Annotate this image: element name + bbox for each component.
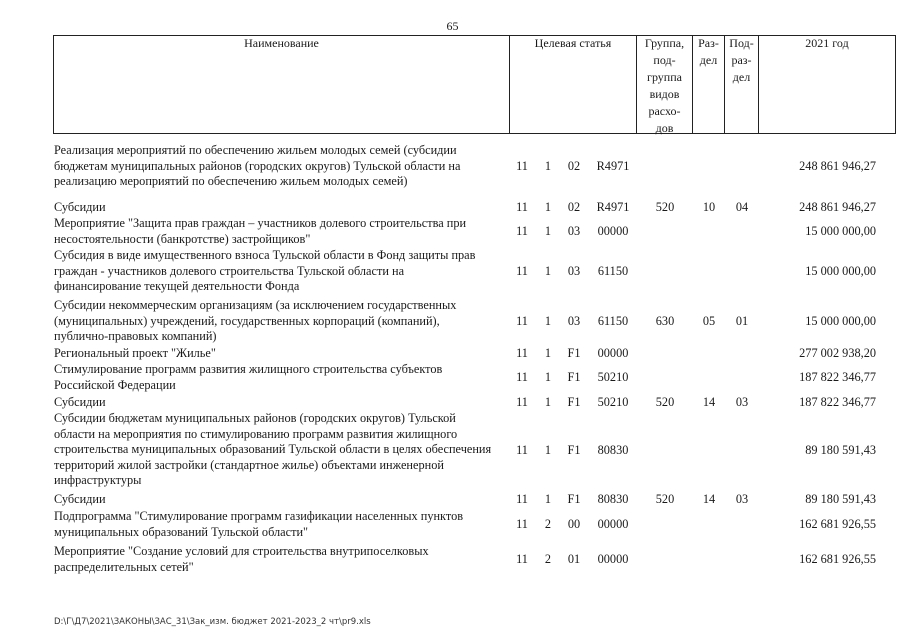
code-program: 11 <box>516 224 528 238</box>
header-group: Группа, под- группа видов расхо- дов <box>644 36 685 135</box>
code-direction: 00000 <box>597 517 629 531</box>
code-direction: 50210 <box>597 370 629 384</box>
code-direction: 00000 <box>597 346 629 360</box>
row-amount: 15 000 000,00 <box>805 224 876 238</box>
code-subprogram: 1 <box>544 346 552 360</box>
code-event: F1 <box>567 370 581 384</box>
row-name: Субсидии <box>54 492 106 506</box>
code-event: 03 <box>567 264 581 278</box>
code-subprogram: 1 <box>544 224 552 238</box>
code-event: 03 <box>567 224 581 238</box>
code-direction: 61150 <box>597 314 629 328</box>
code-direction: 80830 <box>597 492 629 506</box>
code-direction: 00000 <box>597 552 629 566</box>
code-subprogram: 2 <box>544 517 552 531</box>
code-event: F1 <box>567 492 581 506</box>
code-program: 11 <box>516 492 528 506</box>
row-name: Реализация мероприятий по обеспечению жильем молодых семей (субсидии бюджетам муниципальных районов (городских округов) Тульской области на реализацию мероприятий по обеспечению жильем молодых семей) <box>54 143 461 189</box>
row-amount: 162 681 926,55 <box>799 517 876 531</box>
row-name: Субсидия в виде имущественного взноса Тульской области в Фонд защиты прав граждан - участников долевого строительства Тульской области на финансирование текущей деятельности Фонда <box>54 248 476 294</box>
code-event: 03 <box>567 314 581 328</box>
row-name: Стимулирование программ развития жилищного строительства субъектов Российской Федерации <box>54 362 443 392</box>
header-year: 2021 год <box>805 36 849 50</box>
header-divider <box>895 35 896 134</box>
code-direction: 61150 <box>597 264 629 278</box>
code-subprogram: 1 <box>544 443 552 457</box>
code-subprogram: 2 <box>544 552 552 566</box>
code-program: 11 <box>516 443 528 457</box>
row-amount: 248 861 946,27 <box>799 200 876 214</box>
row-name: Субсидии некоммерческим организациям (за исключением государственных (муниципальных) учреждений, государственных корпораций (компаний), публично-правовых компаний) <box>54 298 457 344</box>
code-direction: 80830 <box>597 443 629 457</box>
code-event: F1 <box>567 443 581 457</box>
code-direction: R4971 <box>596 159 630 173</box>
code-program: 11 <box>516 346 528 360</box>
section-code: 05 <box>702 314 716 328</box>
code-direction: R4971 <box>596 200 630 214</box>
page-number: 65 <box>446 19 459 33</box>
row-amount: 162 681 926,55 <box>799 552 876 566</box>
header-subsection: Под- раз- дел <box>729 36 754 84</box>
group-code: 520 <box>655 200 675 214</box>
subsection-code: 03 <box>735 395 749 409</box>
row-amount: 15 000 000,00 <box>805 314 876 328</box>
code-direction: 50210 <box>597 395 629 409</box>
row-name: Мероприятие "Создание условий для строительства внутрипоселковых распределительных сетей" <box>54 544 429 574</box>
code-subprogram: 1 <box>544 264 552 278</box>
code-event: F1 <box>567 346 581 360</box>
row-name: Мероприятие "Защита прав граждан – участников долевого строительства при несостоятельности (банкротстве) застройщиков" <box>54 216 467 246</box>
subsection-code: 03 <box>735 492 749 506</box>
code-subprogram: 1 <box>544 395 552 409</box>
code-program: 11 <box>516 395 528 409</box>
code-subprogram: 1 <box>544 314 552 328</box>
header-target-article: Целевая статья <box>534 36 612 50</box>
group-code: 520 <box>655 492 675 506</box>
code-event: 02 <box>567 159 581 173</box>
row-name: Субсидии <box>54 395 106 409</box>
code-program: 11 <box>516 264 528 278</box>
row-amount: 187 822 346,77 <box>799 370 876 384</box>
header-name: Наименование <box>244 36 319 50</box>
row-amount: 277 002 938,20 <box>799 346 876 360</box>
group-code: 630 <box>655 314 675 328</box>
code-program: 11 <box>516 159 528 173</box>
code-event: 02 <box>567 200 581 214</box>
header-bottom-rule <box>53 133 896 134</box>
code-program: 11 <box>516 200 528 214</box>
group-code: 520 <box>655 395 675 409</box>
code-event: 01 <box>567 552 581 566</box>
row-amount: 89 180 591,43 <box>805 443 876 457</box>
subsection-code: 04 <box>735 200 749 214</box>
row-name: Субсидии бюджетам муниципальных районов (городских округов) Тульской области на мероприятия по стимулированию программ развития жилищного строительства муниципальных образований Тульской области в целях обеспечения территорий жилой застройки (стандартное жилье) объектами инженерной инфраструктуры <box>54 411 492 488</box>
section-code: 14 <box>702 492 716 506</box>
row-amount: 15 000 000,00 <box>805 264 876 278</box>
section-code: 14 <box>702 395 716 409</box>
code-program: 11 <box>516 552 528 566</box>
file-path-footer: D:\Г\Д7\2021\ЗАКОНЫ\ЗАС_31\Зак_изм. бюджет 2021-2023_2 чт\pr9.xls <box>54 617 371 627</box>
row-name: Подпрограмма "Стимулирование программ газификации населенных пунктов муниципальных образований Тульской области" <box>54 509 464 539</box>
code-program: 11 <box>516 314 528 328</box>
code-subprogram: 1 <box>544 159 552 173</box>
code-event: F1 <box>567 395 581 409</box>
code-subprogram: 1 <box>544 492 552 506</box>
subsection-code: 01 <box>735 314 749 328</box>
code-program: 11 <box>516 517 528 531</box>
code-subprogram: 1 <box>544 370 552 384</box>
section-code: 10 <box>702 200 716 214</box>
row-amount: 89 180 591,43 <box>805 492 876 506</box>
header-section: Раз- дел <box>698 36 719 67</box>
row-amount: 187 822 346,77 <box>799 395 876 409</box>
code-program: 11 <box>516 370 528 384</box>
code-event: 00 <box>567 517 581 531</box>
row-name: Региональный проект "Жилье" <box>54 346 216 360</box>
code-direction: 00000 <box>597 224 629 238</box>
row-amount: 248 861 946,27 <box>799 159 876 173</box>
row-name: Субсидии <box>54 200 106 214</box>
code-subprogram: 1 <box>544 200 552 214</box>
